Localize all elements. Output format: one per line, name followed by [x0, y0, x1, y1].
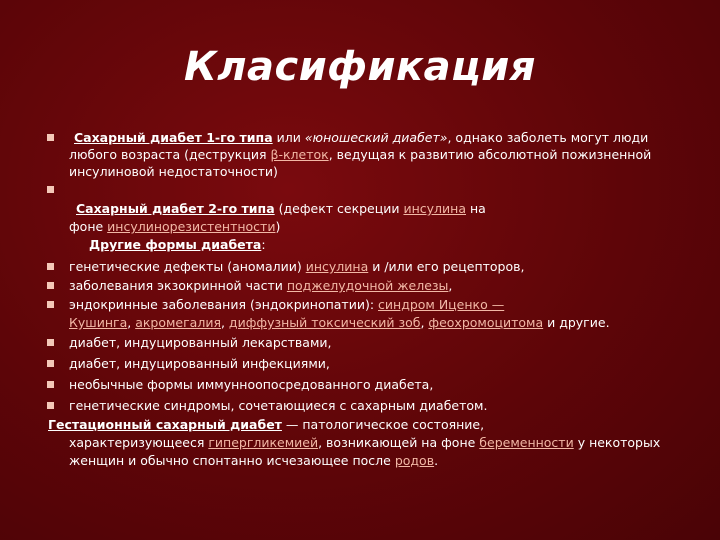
type2-heading: Сахарный диабет 2-го типа: [76, 201, 275, 216]
beta-cells-link[interactable]: β-клеток: [270, 147, 329, 162]
bullet-icon: [47, 402, 54, 409]
gestational-heading: Гестационный сахарный диабет: [48, 417, 282, 432]
bullet-icon: [47, 263, 54, 270]
bullet-icon: [47, 381, 54, 388]
type1-heading: Сахарный диабет 1-го типа: [74, 130, 273, 145]
bullet-icon: [47, 134, 54, 141]
pregnancy-link[interactable]: беременности: [479, 435, 574, 450]
hyperglycemia-link[interactable]: гипергликемией: [208, 435, 319, 450]
insulin-resistance-link[interactable]: инсулинорезистентности: [107, 219, 276, 234]
acromegaly-link[interactable]: акромегалия: [135, 315, 221, 330]
bullet-icon: [47, 186, 54, 193]
childbirth-link[interactable]: родов: [394, 453, 435, 468]
cushing-link-2[interactable]: Кушинга: [69, 315, 128, 330]
other-forms-heading: Другие формы диабета: [89, 237, 262, 252]
bullet-icon: [47, 339, 54, 346]
goiter-link[interactable]: диффузный токсический зоб: [228, 315, 421, 330]
insulin-link[interactable]: инсулина: [305, 259, 369, 274]
cushing-link[interactable]: синдром Иценко —: [378, 297, 505, 312]
insulin-link[interactable]: инсулина: [403, 201, 466, 216]
bullet-icon: [47, 301, 54, 308]
pheochromocytoma-link[interactable]: феохромоцитома: [428, 315, 544, 330]
bullet-icon: [47, 282, 54, 289]
bullet-icon: [47, 360, 54, 367]
pancreas-link[interactable]: поджелудочной железы: [286, 278, 449, 293]
slide-title: Класификация: [184, 44, 536, 90]
